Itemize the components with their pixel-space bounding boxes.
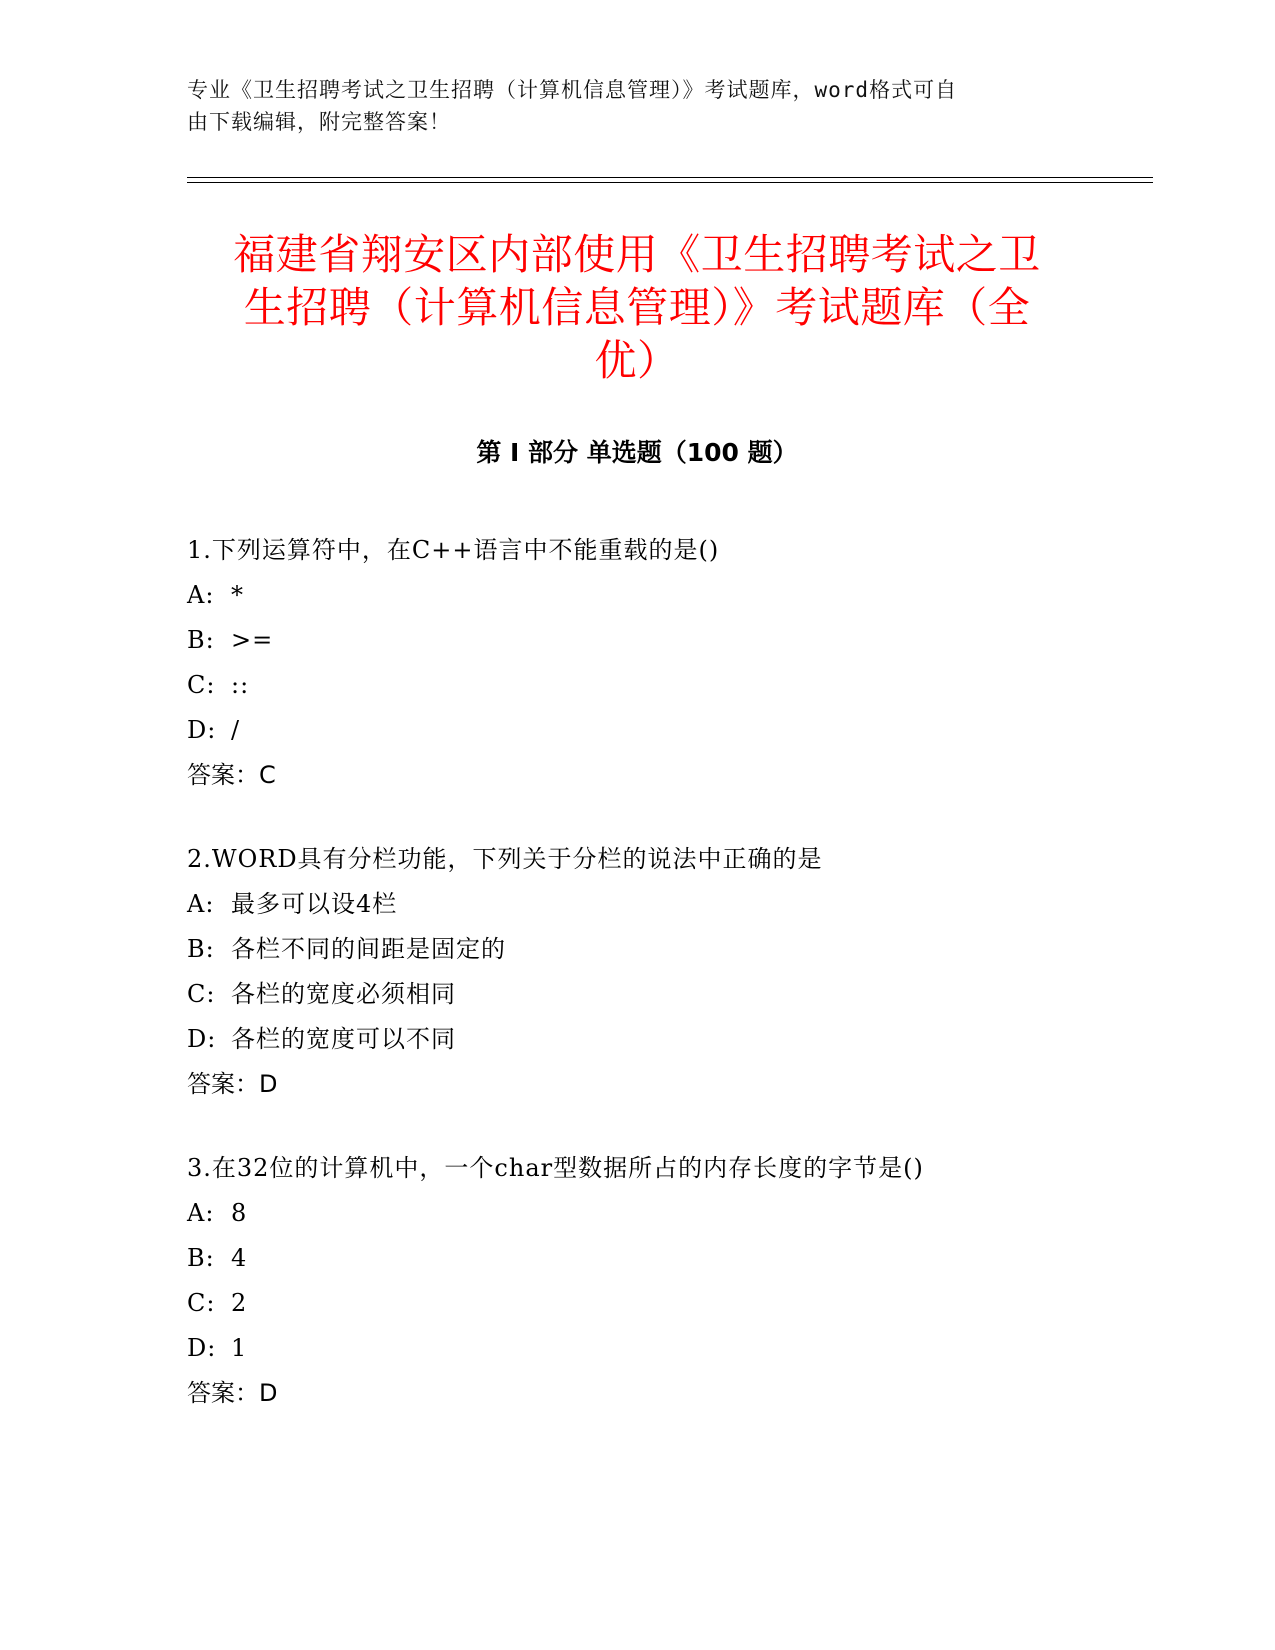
option-label: A: [187,1199,215,1227]
document-title-line-3: 优） [594,336,680,385]
option-text: 各栏不同的间距是固定的 [231,935,506,963]
option-c [187,1281,1147,1326]
option-text: 8 [231,1199,248,1227]
option-text: 各栏的宽度必须相同 [231,980,456,1008]
document-title [187,228,1087,387]
option-label: A: [187,581,215,609]
question-stem: 3.在32位的计算机中，一个char型数据所占的内存长度的字节是() [187,1154,924,1182]
option-d [187,708,1147,753]
option-text: 最多可以设4栏 [231,890,398,918]
question-1 [187,528,1147,798]
option-c [187,663,1147,708]
question-list [187,528,1147,1455]
option-text: 2 [231,1289,248,1317]
option-d [187,1017,1147,1062]
option-label: C: [187,671,216,699]
option-text: 各栏的宽度可以不同 [231,1025,456,1053]
option-b [187,927,1147,972]
header-note [187,74,1067,138]
section-title: 第 I 部分 单选题（100 题） [476,438,798,467]
answer: 答案：D [187,1379,278,1407]
option-text: / [231,716,241,744]
option-a [187,882,1147,927]
header-divider-thin [187,182,1153,183]
answer: 答案：D [187,1070,278,1098]
header-note-line-2: 由下载编辑，附完整答案！ [187,110,451,134]
option-c [187,972,1147,1017]
option-label: D: [187,716,217,744]
option-b [187,1236,1147,1281]
option-label: B: [187,1244,215,1272]
answer: 答案：C [187,761,276,789]
option-label: D: [187,1334,217,1362]
option-text: * [231,581,244,609]
option-d [187,1326,1147,1371]
option-label: B: [187,626,215,654]
option-label: D: [187,1025,217,1053]
document-title-line-2: 生招聘（计算机信息管理）》考试题库（全 [243,283,1031,332]
option-label: C: [187,1289,216,1317]
question-stem: 1.下列运算符中，在C++语言中不能重载的是() [187,536,720,564]
header-note-line-1: 专业《卫生招聘考试之卫生招聘（计算机信息管理）》考试题库，word格式可自 [187,78,958,102]
document-title-line-1: 福建省翔安区内部使用《卫生招聘考试之卫 [233,230,1041,279]
option-text: :: [231,671,250,699]
header-divider-thick [187,177,1153,178]
option-text: 4 [231,1244,248,1272]
option-text: 1 [231,1334,248,1362]
option-text: >= [231,626,274,654]
option-label: B: [187,935,215,963]
question-3 [187,1146,1147,1416]
question-stem: 2.WORD具有分栏功能，下列关于分栏的说法中正确的是 [187,845,823,873]
option-a [187,573,1147,618]
question-2 [187,837,1147,1107]
option-label: C: [187,980,216,1008]
option-label: A: [187,890,215,918]
option-b [187,618,1147,663]
option-a [187,1191,1147,1236]
